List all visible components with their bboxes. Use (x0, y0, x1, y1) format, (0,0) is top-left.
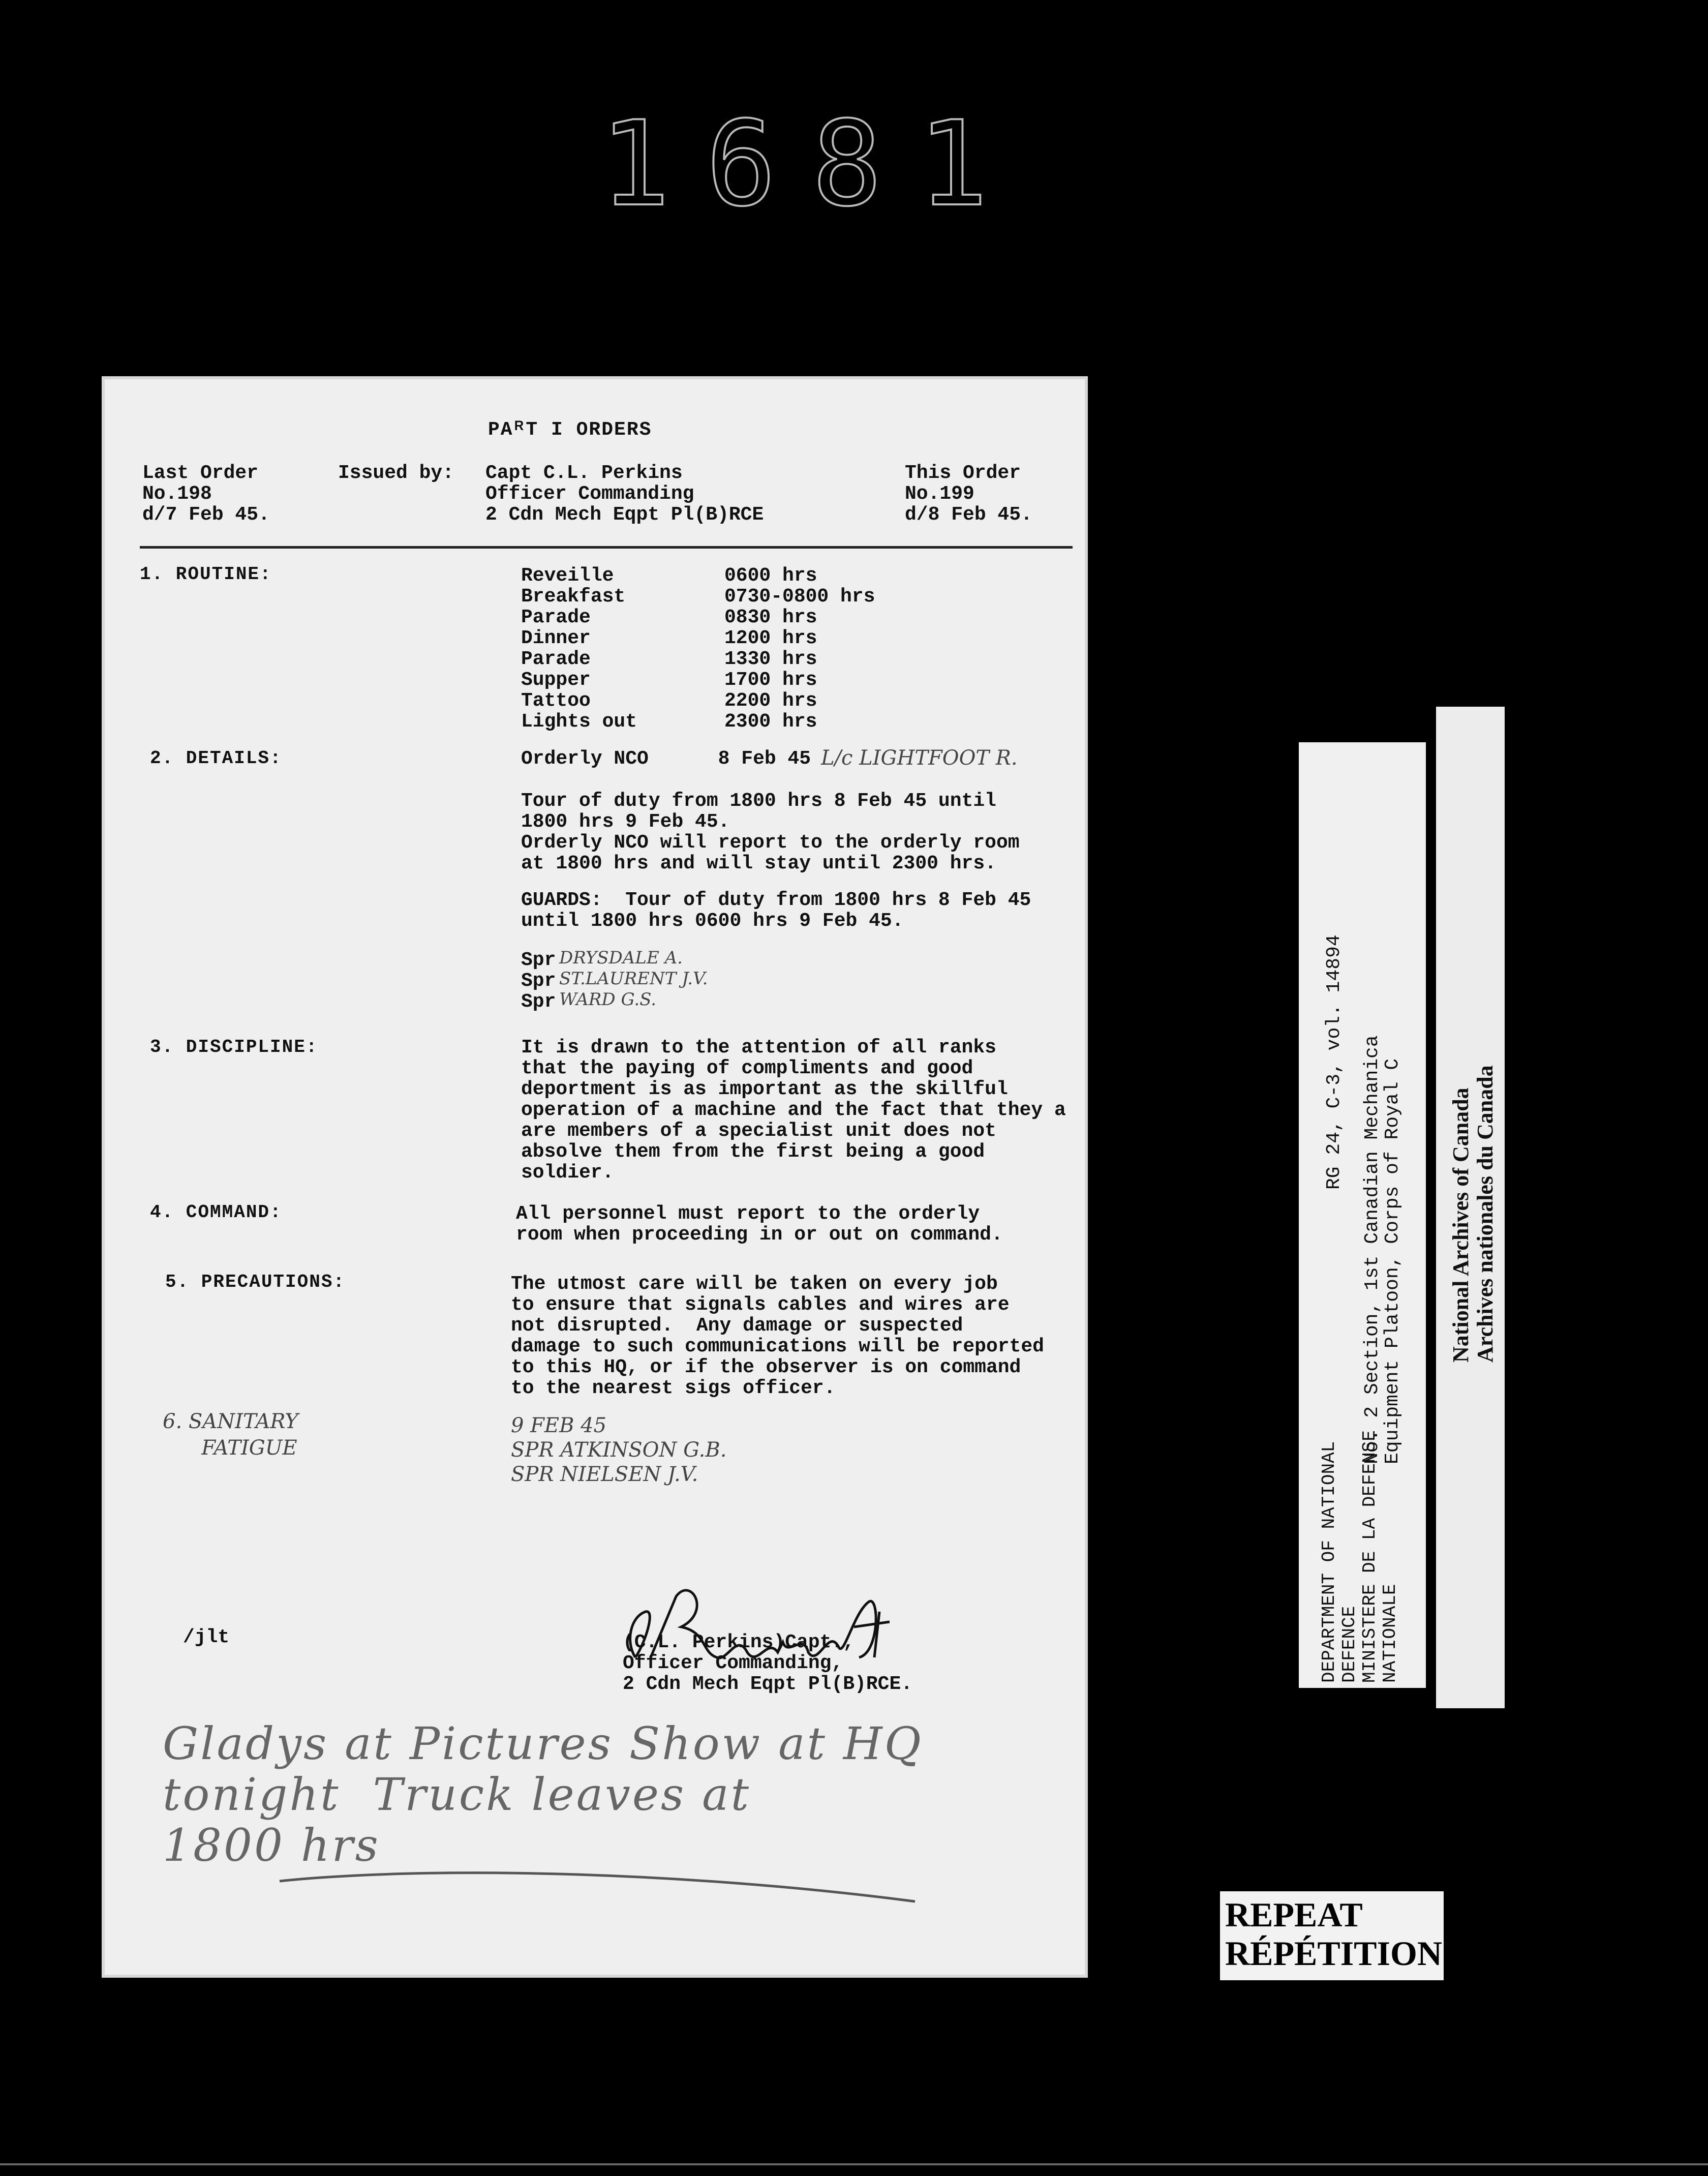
frame-bottom-edge (0, 2163, 1708, 2165)
routine-time: 1700 hrs (724, 669, 817, 691)
orderly-nco-line: Orderly NCO 8 Feb 45 (521, 748, 811, 770)
last-order-block: Last Order No.198 d/7 Feb 45. (142, 462, 270, 526)
this-order-block: This Order No.199 d/8 Feb 45. (905, 462, 1032, 526)
section-precautions-label: 5. PRECAUTIONS: (165, 1272, 346, 1292)
routine-item: Supper (521, 669, 591, 691)
issued-by-label: Issued by: (338, 462, 454, 484)
routine-time: 0730-0800 hrs (724, 586, 875, 608)
issuer-block: Capt C.L. Perkins Officer Commanding 2 Cdn Mech Eqpt Pl(B)RCE (485, 462, 764, 526)
handwritten-pictures-note: Gladys at Pictures Show at HQ tonight Truck leaves at 1800 hrs (163, 1717, 923, 1871)
routine-item: Breakfast (521, 586, 626, 608)
routine-time: 1330 hrs (724, 648, 817, 670)
routine-item: Tattoo (521, 690, 591, 712)
archive-reference-strip (1299, 742, 1426, 1688)
routine-time: 2200 hrs (724, 690, 817, 712)
routine-item: Reveille (521, 565, 614, 587)
routine-item: Parade (521, 648, 591, 670)
unit-description: No. 2 Section, 1st Canadian Mechanica Equipment Platoon, Corps of Royal C (1361, 1035, 1404, 1464)
section-details-label: 2. DETAILS: (150, 748, 282, 769)
routine-item: Lights out (521, 711, 637, 733)
precautions-text: The utmost care will be taken on every job to ensure that signals cables and wires are not disrupted. Any damage or suspected damage to such communications will be reported to this HQ, or if the observer is on command to the nearest sigs officer. (511, 1273, 1044, 1399)
routine-time: 2300 hrs (724, 711, 817, 733)
tour-of-duty-text: Tour of duty from 1800 hrs 8 Feb 45 until 1800 hrs 9 Feb 45. Orderly NCO will report to the orderly room at 1800 hrs and will stay until 2300 hrs. (521, 790, 1020, 874)
section-discipline-label: 3. DISCIPLINE: (150, 1037, 318, 1057)
routine-time: 0600 hrs (724, 565, 817, 587)
routine-item: Parade (521, 607, 591, 628)
microfilm-frame-number: 1681 (600, 97, 1024, 232)
pencil-underline (274, 1861, 935, 1912)
signature-block: (C.L. Perkins)Capt., Officer Commanding, 2 Cdn Mech Eqpt Pl(B)RCE. (623, 1631, 913, 1695)
archive-reference: RG 24, C-3, vol. 14894 (1323, 934, 1345, 1190)
guard-spr-prefixes: Spr Spr Spr (521, 949, 556, 1013)
national-archives-label: National Archives of Canada Archives nationales du Canada (1448, 1065, 1498, 1363)
routine-time: 0830 hrs (724, 607, 817, 628)
routine-item: Dinner (521, 627, 591, 649)
section-command-label: 4. COMMAND: (150, 1202, 282, 1223)
document-title: PAᴿT I ORDERS (488, 419, 652, 441)
repeat-stamp: REPEAT RÉPÉTITION (1220, 1891, 1444, 1980)
guard-handwritten-names: DRYSDALE A. ST.LAURENT J.V. WARD G.S. (559, 948, 708, 1010)
orderly-nco-handwritten-name: L/c LIGHTFOOT R. (821, 746, 1018, 770)
header-divider (140, 546, 1073, 549)
routine-table (521, 565, 875, 733)
handwritten-sanitary-fatigue: 6. SANITARY FATIGUE (163, 1410, 298, 1460)
typist-reference: /jlt (183, 1626, 230, 1648)
routine-time: 1200 hrs (724, 627, 817, 649)
part-one-orders-document (102, 376, 1088, 1978)
department-label: DEPARTMENT OF NATIONAL DEFENCE MINISTERE DE LA DEFENSE NATIONALE (1319, 1430, 1400, 1683)
guards-text: GUARDS: Tour of duty from 1800 hrs 8 Feb 45 until 1800 hrs 0600 hrs 9 Feb 45. (521, 889, 1031, 932)
handwritten-fatigue-names: 9 FEB 45 SPR ATKINSON G.B. SPR NIELSEN J.V. (511, 1414, 727, 1486)
section-routine-label: 1. ROUTINE: (140, 564, 272, 585)
discipline-text: It is drawn to the attention of all ranks that the paying of compliments and good deportment is as important as the skillful operation of a machine and the fact that they a are members of a specialist unit does not absolve them from the first being a good soldier. (521, 1037, 1066, 1184)
command-text: All personnel must report to the orderly room when proceeding in or out on command. (516, 1203, 1003, 1246)
national-archives-strip (1436, 707, 1505, 1708)
